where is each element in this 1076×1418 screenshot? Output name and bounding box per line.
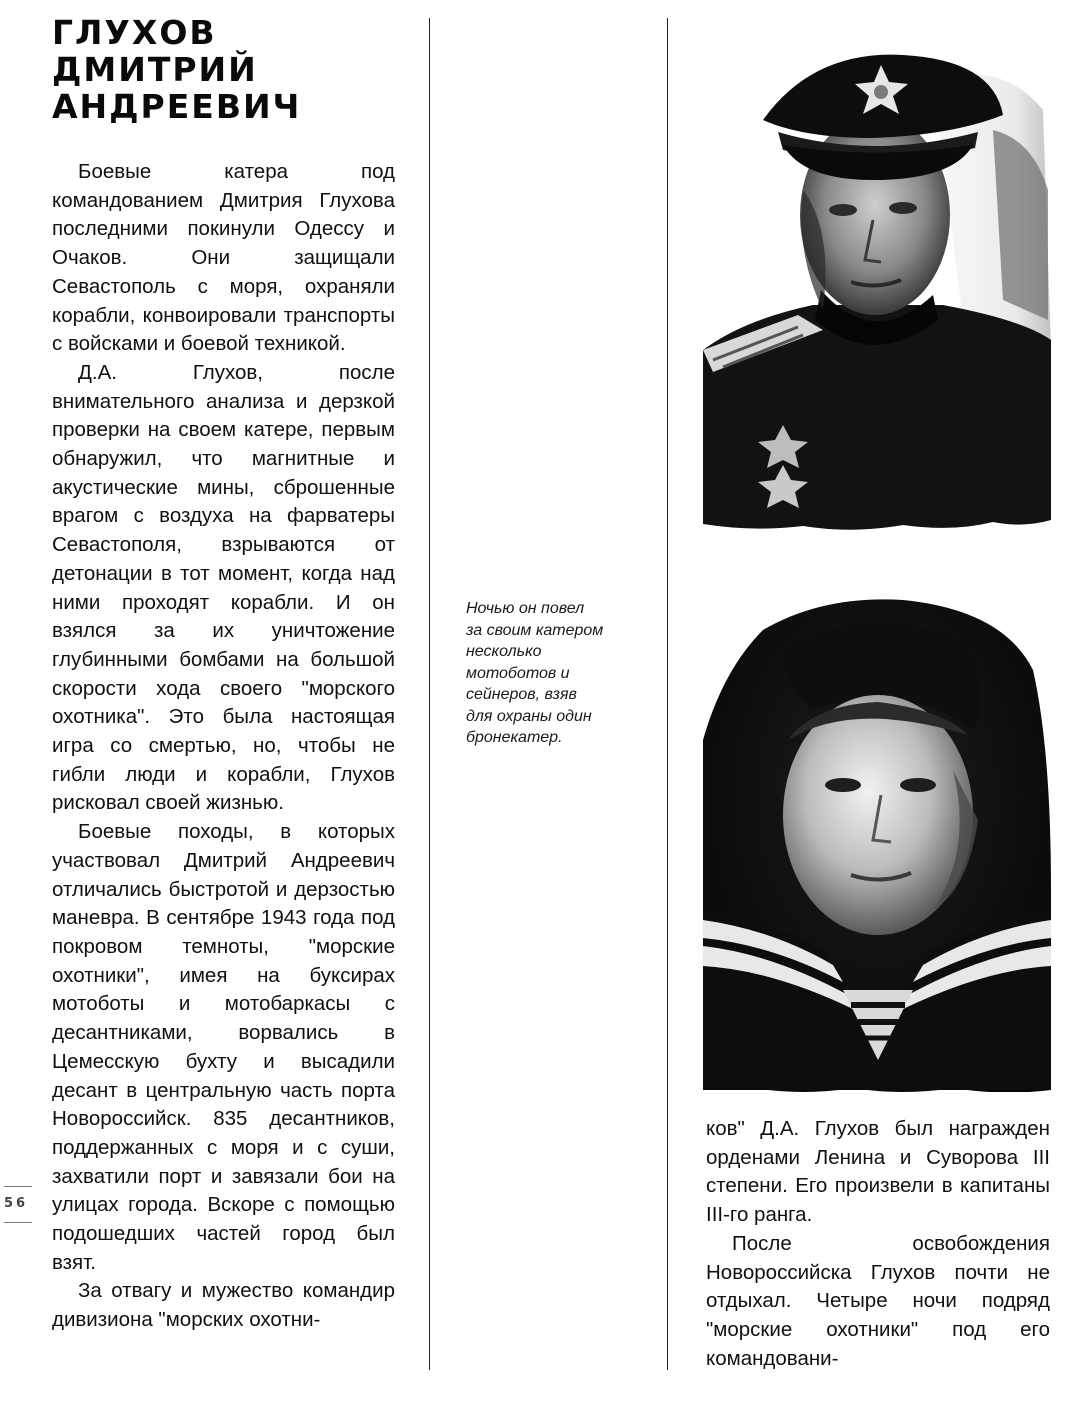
paragraph: После освобождения Новороссийска Глухов почти не отдыхал. Четыре ночи подряд "морские охотники" под его командовани- xyxy=(706,1231,1050,1370)
page-number: 56 xyxy=(4,1196,29,1211)
main-text-column xyxy=(52,158,395,1335)
column-divider-left xyxy=(429,18,430,1370)
paragraph: Боевые походы, в которых участвовал Дмитрий Андреевич отличались быстротой и дерзостью маневра. В сентябре 1943 года под покровом темноты, "морские охотники", имея на буксирах мотоботы и мотобаркасы с десантниками, ворвались в Цемесскую бухту и высадили десант в центральную часть порта Новороссийск. 835 десантников, поддержанных с моря и с суши, захватили порт и завязали бои на улицах города. Вскоре с помощью подошедших частей город был взят. xyxy=(52,820,395,1274)
caption-line: мотоботов и xyxy=(466,664,570,682)
page-number-rule-top xyxy=(4,1186,32,1187)
page-number-rule-bottom xyxy=(4,1222,32,1223)
caption-line: сейнеров, взяв xyxy=(466,686,577,703)
paragraph: Д.А. Глухов, после внимательного анализа и дерзкой проверки на своем катере, первым обнаружил, что магнитные и акустические мины, сброшенные врагом с воздуха на фарватеры Севастополя, взрываются от детонации в тот момент, когда над ними проходят корабли. И он взялся за их уничтожение глубинными бомбами на большой скорости хода своего "морского охотника". Это была настоящая игра со смертью, но, чтобы не гибли люди и корабли, Глухов рисковал своей жизнью. xyxy=(52,360,395,815)
continuation-text-column xyxy=(706,1115,1050,1373)
caption-line: несколько xyxy=(466,643,542,660)
photo-officer-portrait xyxy=(703,20,1051,540)
photo-caption xyxy=(466,598,646,749)
caption-line: для охраны один xyxy=(466,707,592,725)
title-line-patronymic: АНДРЕЕВИЧ xyxy=(52,87,302,126)
paragraph: ков" Д.А. Глухов был награжден орденами Ленина и Суворова III степени. Его произвели в капитаны III-го ранга. xyxy=(706,1117,1050,1227)
column-divider-right xyxy=(667,18,668,1370)
photo-sailor-portrait xyxy=(703,590,1051,1092)
caption-line: Ночью он повел xyxy=(466,600,585,617)
article-title xyxy=(52,14,301,125)
paragraph: За отвагу и мужество командир дивизиона "морских охотни- xyxy=(52,1279,395,1332)
title-line-surname: ГЛУХОВ xyxy=(52,13,217,52)
caption-line: бронекатер. xyxy=(466,729,563,746)
title-line-name: ДМИТРИЙ xyxy=(52,50,258,89)
paragraph: Боевые катера под командованием Дмитрия Глухова последними покинули Одессу и Очаков. Они защищали Севастополь с моря, охраняли корабли, конвоировали транспорты с войсками и боевой техникой. xyxy=(52,160,395,356)
caption-line: за своим катером xyxy=(466,621,604,639)
